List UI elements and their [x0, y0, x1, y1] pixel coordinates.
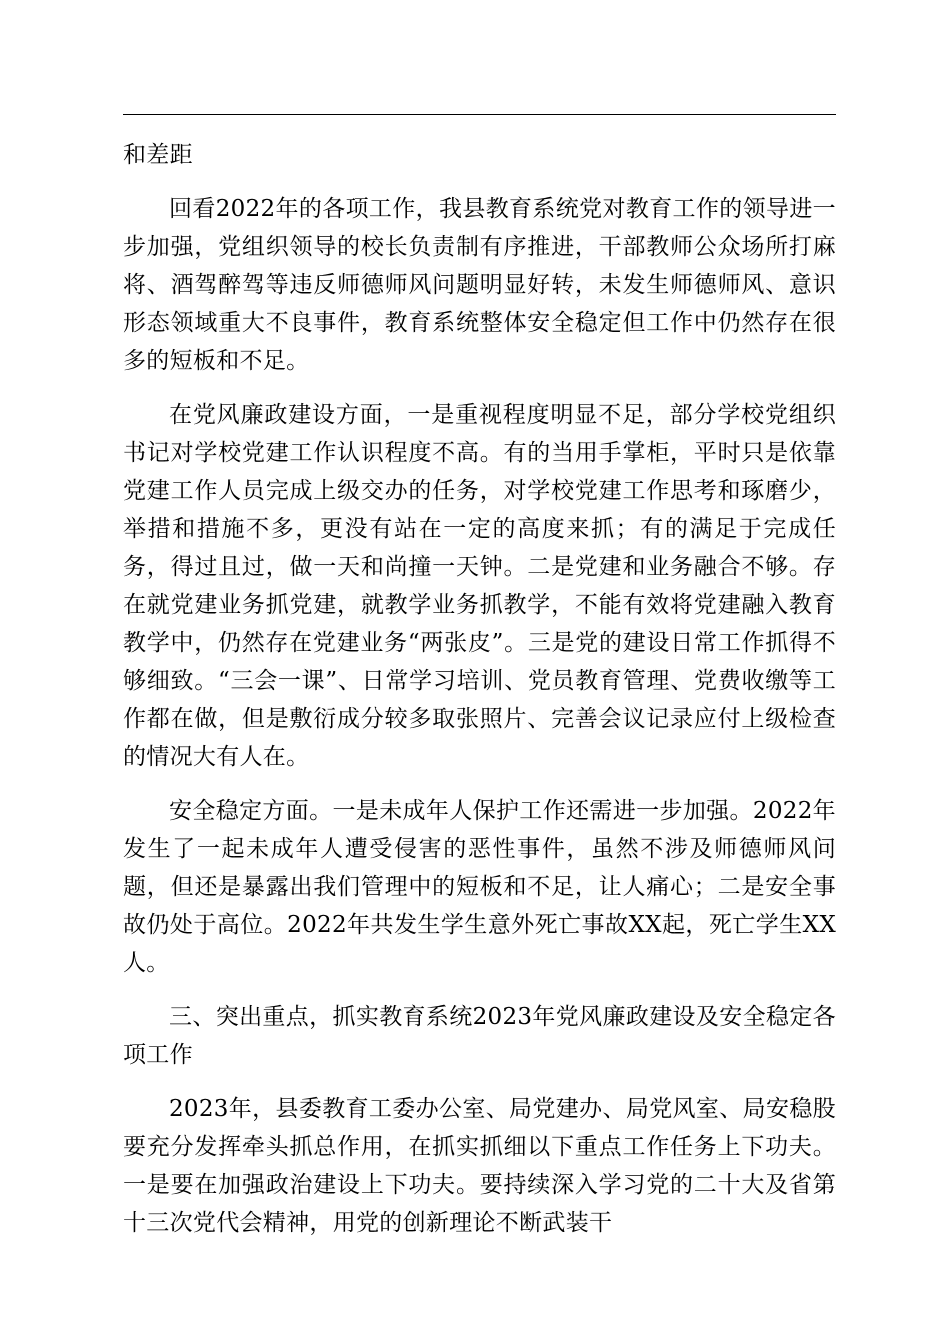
paragraph-safety-stability: 安全稳定方面。一是未成年人保护工作还需进一步加强。2022年发生了一起未成年人遭受侵害的恶性事件，虽然不涉及师德师风问题，但还是暴露出我们管理中的短板和不足，让人痛心；二是安全事故仍处于高位。2022年共发生学生意外死亡事故XX起，死亡学生XX人。	[123, 798, 836, 976]
paragraph-continuation: 和差距	[123, 142, 193, 168]
section-heading-three: 三、突出重点，抓实教育系统2023年党风廉政建设及安全稳定各项工作	[123, 1004, 836, 1068]
paragraph-party-conduct-issues: 在党风廉政建设方面，一是重视程度明显不足，部分学校党组织书记对学校党建工作认识程度不高。有的当用手掌柜，平时只是依靠党建工作人员完成上级交办的任务，对学校党建工作思考和琢磨少，举措和措施不多，更没有站在一定的高度来抓；有的满足于完成任务，得过且过，做一天和尚撞一天钟。二是党建和业务融合不够。存在就党建业务抓党建，就教学业务抓教学，不能有效将党建融入教育教学中，仍然存在党建业务“两张皮”。三是党的建设日常工作抓得不够细致。“三会一课”、日常学习培训、党员教育管理、党费收缴等工作都在做，但是敷衍成分较多取张照片、完善会议记录应付上级检查的情况大有人在。	[123, 402, 836, 770]
header-rule	[123, 114, 836, 115]
document-body	[123, 136, 836, 1258]
paragraph-2023-tasks: 2023年，县委教育工委办公室、局党建办、局党风室、局安稳股要充分发挥牵头抓总作用，在抓实抓细以下重点工作任务上下功夫。一是要在加强政治建设上下功夫。要持续深入学习党的二十大及省第十三次党代会精神，用党的创新理论不断武装干	[123, 1096, 836, 1236]
paragraph-2022-review: 回看2022年的各项工作，我县教育系统党对教育工作的领导进一步加强，党组织领导的校长负责制有序推进，干部教师公众场所打麻将、酒驾醉驾等违反师德师风问题明显好转，未发生师德师风、意识形态领域重大不良事件，教育系统整体安全稳定但工作中仍然存在很多的短板和不足。	[123, 196, 836, 374]
